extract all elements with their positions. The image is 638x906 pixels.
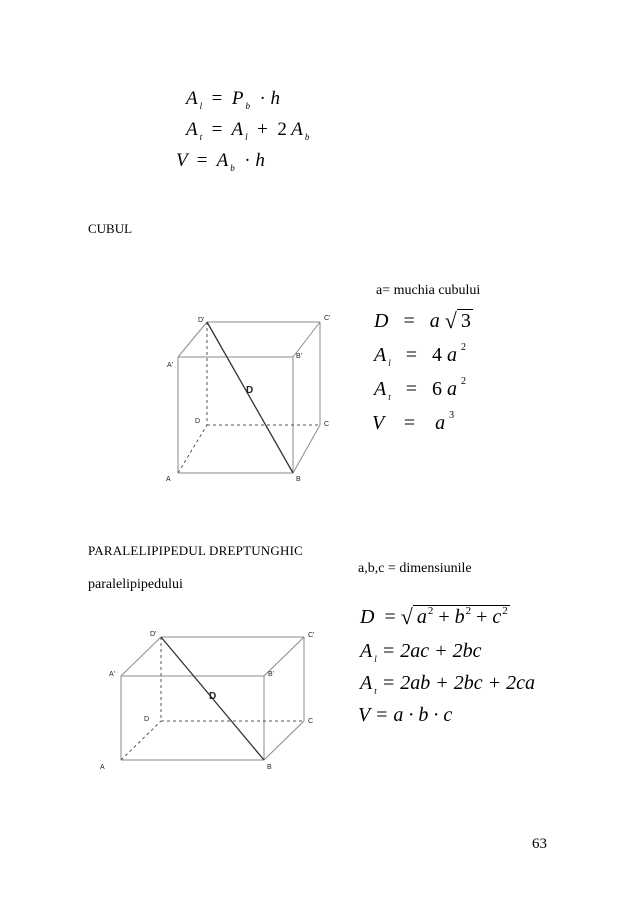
formula-volume: V = A $_b$ · h (176, 150, 265, 173)
formula-total-area: A $_t$ = A $_l$ + 2 A $_b$ (186, 119, 310, 142)
cube-diagonal-formula: D = a √ 3 (374, 308, 471, 333)
hidden-edge-ad (121, 721, 161, 760)
page-number: 63 (532, 836, 547, 852)
cube-lateral-area-formula: A $_l$ = 4 a $^2$ (374, 342, 467, 368)
cuboid-diagonal-formula: D = √ $a^2 + b^2 + c^2$ (360, 604, 508, 629)
formula-lateral-area: A $_l$ = P $_b$ · h (186, 88, 281, 111)
label-B1: B' (296, 353, 303, 360)
label-C: C (308, 718, 314, 725)
cuboid-heading: PARALELIPIPEDUL DREPTUNGHIC (88, 543, 303, 558)
hidden-edge-ad (178, 425, 207, 473)
cube-heading: CUBUL (88, 221, 133, 236)
space-diagonal (207, 322, 293, 473)
label-B1: B' (268, 671, 275, 678)
edge-bc (264, 721, 304, 760)
label-D1: D' (198, 317, 205, 324)
label-C1: C' (308, 632, 315, 639)
label-C1: C' (324, 315, 331, 322)
label-diagonal: D (209, 691, 217, 702)
cube-volume-formula: V = a $^3$ (372, 410, 455, 434)
edge-a1d1 (121, 637, 161, 676)
label-B: B (296, 476, 301, 483)
cuboid-total-area-formula: A $_t$ = 2ab + 2bc + 2ca (360, 672, 535, 696)
cuboid-volume-formula: V = a · b · c (358, 704, 453, 726)
label-A: A (166, 476, 171, 483)
cuboid-heading-continued: paralelipipedului (88, 577, 183, 592)
label-D: D (144, 716, 150, 723)
cuboid-figure (92, 626, 332, 776)
edge-bc (293, 425, 320, 473)
cube-figure (150, 305, 340, 490)
label-diagonal: D (246, 385, 254, 396)
cube-total-area-formula: A $_t$ = 6 a $^2$ (374, 376, 467, 402)
edge-a1d1 (178, 322, 207, 357)
cube-definition: a= muchia cubului (376, 283, 481, 298)
label-D: D (195, 418, 201, 425)
label-A1: A' (109, 671, 116, 678)
label-B: B (267, 764, 272, 771)
edge-b1c1 (293, 322, 320, 357)
cuboid-definition: a,b,c = dimensiunile (358, 561, 472, 576)
label-C: C (324, 421, 330, 428)
cuboid-lateral-area-formula: A $_l$ = 2ac + 2bc (360, 640, 482, 664)
label-A1: A' (167, 362, 174, 369)
label-A: A (100, 764, 105, 771)
label-D1: D' (150, 631, 157, 638)
